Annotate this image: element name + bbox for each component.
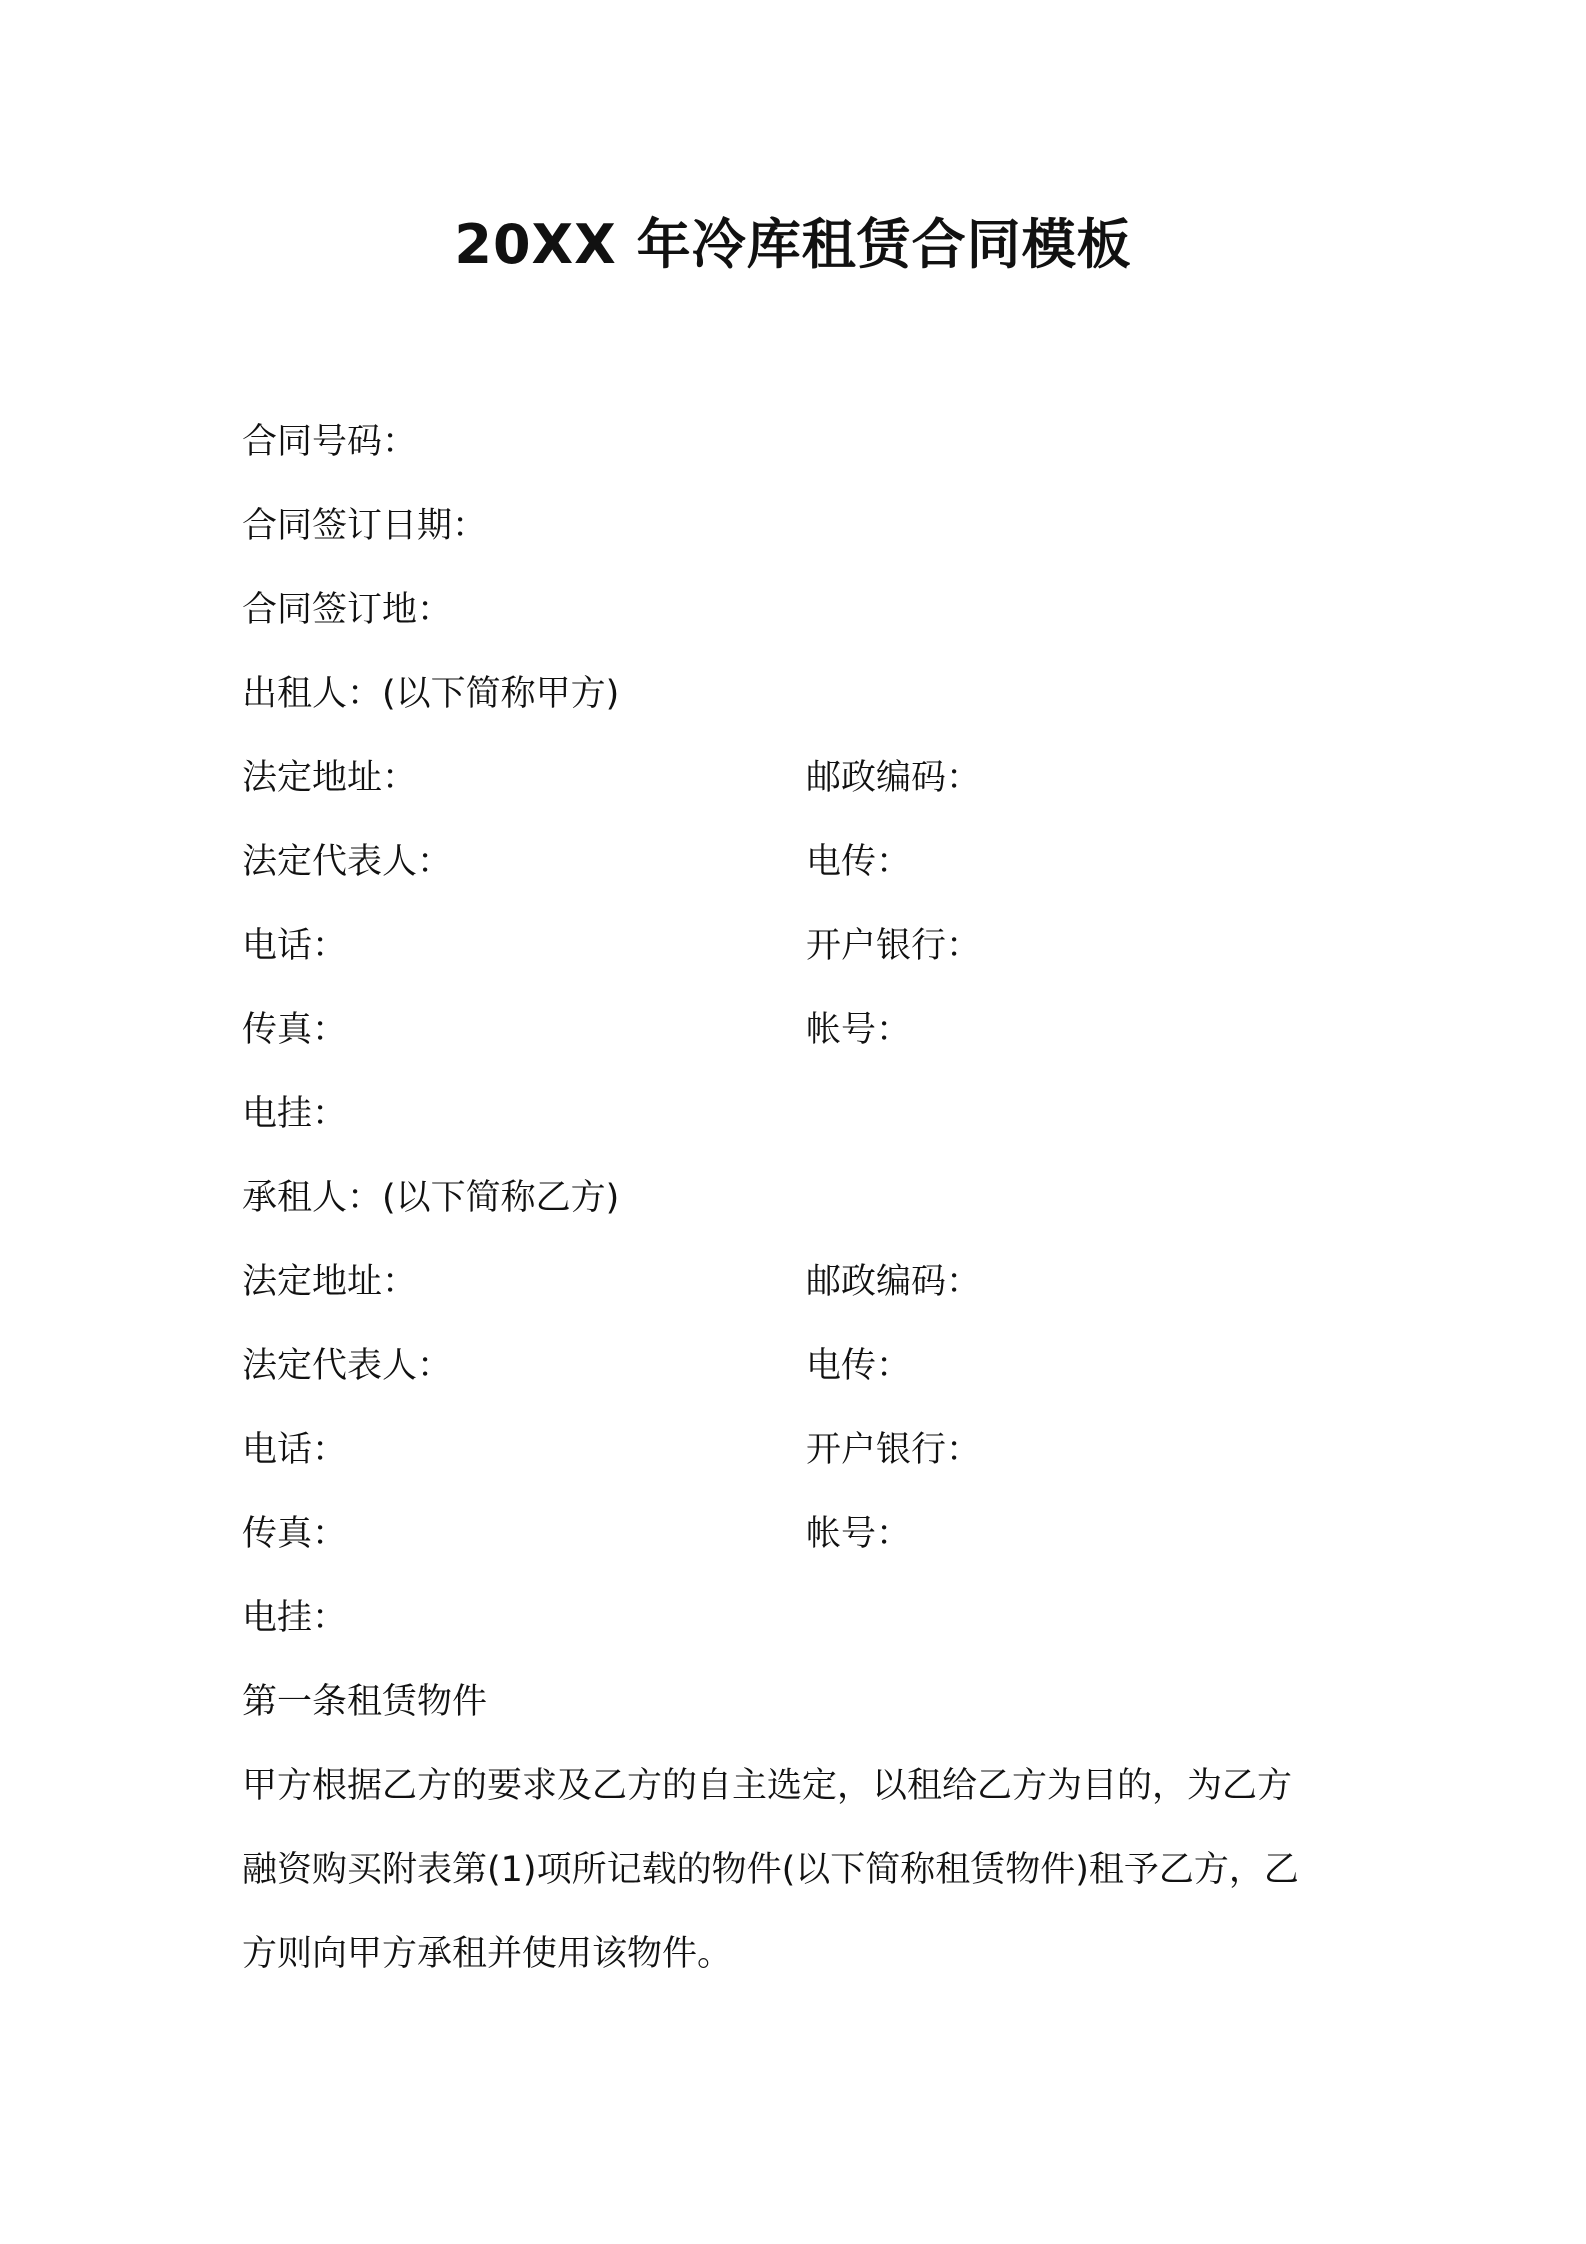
lessee-bank-label: 开户银行： bbox=[806, 1430, 982, 1470]
lessee-cable-label: 电挂： bbox=[242, 1598, 348, 1638]
article-1-heading-line bbox=[242, 1660, 1362, 1744]
lessor-legal-rep-label: 法定代表人： bbox=[242, 842, 453, 882]
article-1-heading: 第一条租赁物件 bbox=[242, 1682, 488, 1722]
lessee-postal-code-label: 邮政编码： bbox=[806, 1262, 982, 1302]
article-1-line: 方则向甲方承租并使用该物件。 bbox=[242, 1934, 733, 1974]
signing-place-label: 合同签订地： bbox=[242, 590, 453, 630]
lessee-row bbox=[242, 1408, 1362, 1492]
lessee-legal-address-label: 法定地址： bbox=[242, 1262, 418, 1302]
lessor-fax-label: 传真： bbox=[242, 1010, 348, 1050]
lessor-postal-code-label: 邮政编码： bbox=[806, 758, 982, 798]
lessee-row bbox=[242, 1324, 1362, 1408]
lessee-account-label: 帐号： bbox=[806, 1514, 912, 1554]
lessee-telex-label: 电传： bbox=[806, 1346, 912, 1386]
lessor-heading-line bbox=[242, 652, 1362, 736]
lessor-row bbox=[242, 736, 1362, 820]
lessor-cable-label: 电挂： bbox=[242, 1094, 348, 1134]
lessor-telex-label: 电传： bbox=[806, 842, 912, 882]
lessee-row bbox=[242, 1492, 1362, 1576]
contract-number-label: 合同号码： bbox=[242, 422, 418, 462]
signing-place-line bbox=[242, 568, 1362, 652]
lessee-heading-line bbox=[242, 1156, 1362, 1240]
lessor-row bbox=[242, 988, 1362, 1072]
contract-number-line bbox=[242, 400, 1362, 484]
lessor-account-label: 帐号： bbox=[806, 1010, 912, 1050]
lessor-row bbox=[242, 904, 1362, 988]
document-title: 20XX 年冷库租赁合同模板 bbox=[454, 213, 1132, 276]
signing-date-line bbox=[242, 484, 1362, 568]
lessee-fax-label: 传真： bbox=[242, 1514, 348, 1554]
lessor-heading: 出租人：(以下简称甲方) bbox=[242, 674, 620, 714]
document-body bbox=[242, 400, 1362, 1996]
lessee-row bbox=[242, 1576, 1362, 1660]
lessee-legal-rep-label: 法定代表人： bbox=[242, 1346, 453, 1386]
lessor-phone-label: 电话： bbox=[242, 926, 348, 966]
article-1-paragraph bbox=[242, 1744, 1362, 1996]
article-1-line: 融资购买附表第(1)项所记载的物件(以下简称租赁物件)租予乙方，乙 bbox=[242, 1850, 1299, 1890]
lessor-row bbox=[242, 820, 1362, 904]
lessee-phone-label: 电话： bbox=[242, 1430, 348, 1470]
article-1-line: 甲方根据乙方的要求及乙方的自主选定，以租给乙方为目的，为乙方 bbox=[242, 1766, 1293, 1806]
lessor-row bbox=[242, 1072, 1362, 1156]
lessee-row bbox=[242, 1240, 1362, 1324]
signing-date-label: 合同签订日期： bbox=[242, 506, 488, 546]
lessor-bank-label: 开户银行： bbox=[806, 926, 982, 966]
lessor-legal-address-label: 法定地址： bbox=[242, 758, 418, 798]
lessee-heading: 承租人：(以下简称乙方) bbox=[242, 1178, 620, 1218]
